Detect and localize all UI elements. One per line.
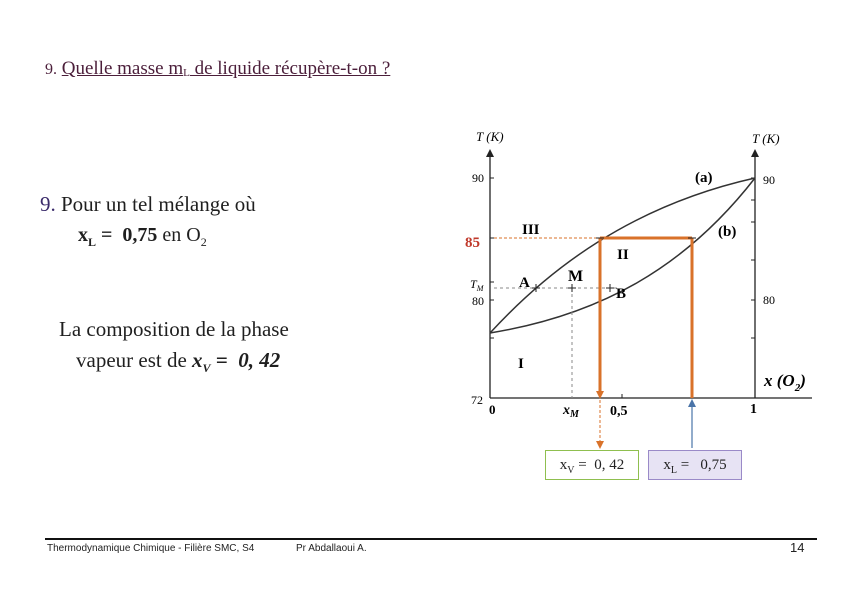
tick-tm <box>470 277 485 293</box>
curve-a-label: (a) <box>695 170 713 186</box>
tick-72: 72 <box>471 393 483 407</box>
x-tick-0: 0 <box>489 402 496 417</box>
question-two-number: 9. <box>40 192 56 216</box>
point-M-label: M <box>568 268 584 285</box>
xl-sub: L <box>88 235 97 249</box>
xl-value: 0,75 <box>122 224 158 246</box>
box-xl-symbol: x <box>663 457 671 473</box>
question-text-before: Quelle masse m <box>61 58 184 79</box>
tick-90-left: 90 <box>472 171 484 185</box>
xv-symbol: x <box>192 348 203 372</box>
region-I-label: I <box>518 356 524 372</box>
x-tick-xm <box>562 403 580 420</box>
xl-symbol: x <box>78 224 88 246</box>
xl-en: en O <box>157 224 201 246</box>
page-number: 14 <box>790 540 805 555</box>
footer-author: Pr Abdallaoui A. <box>296 543 367 554</box>
box-xv-symbol: x <box>559 457 568 473</box>
x-tick-xm-sub: M <box>570 409 579 420</box>
xl-o2-sub: 2 <box>200 235 207 249</box>
tick-tm-main: T <box>470 277 477 291</box>
points <box>532 238 696 292</box>
tick-90-right: 90 <box>763 173 775 187</box>
composition-line1: La composition de la phase <box>59 317 289 341</box>
question-text-after: de liquide récupère-t-on ? <box>189 58 391 79</box>
x-axis-title-close: ) <box>800 371 806 390</box>
tick-tm-sub: M <box>476 284 484 293</box>
tick-80-left: 80 <box>472 294 484 308</box>
x-tick-05: 0,5 <box>610 404 628 419</box>
region-II-label: II <box>617 247 629 263</box>
question-two-text: Pour un tel mélange où <box>61 192 256 216</box>
box-xl-value: 0,75 <box>700 457 727 473</box>
box-xv-value: 0, 42 <box>594 457 625 473</box>
xv-value: 0, 42 <box>238 348 281 372</box>
question-subscript: L <box>183 67 190 79</box>
x-axis-title <box>763 371 806 394</box>
right-axis-title: T (K) <box>752 131 780 146</box>
curve-b-label: (b) <box>718 224 737 240</box>
tick-80-right: 80 <box>763 293 775 307</box>
question-number: 9. <box>45 61 57 78</box>
footer-divider <box>45 538 817 540</box>
box-xv-sub: V <box>567 465 575 476</box>
xl-eq: = <box>96 224 123 246</box>
xv-result-box <box>545 450 639 480</box>
point-B-label: B <box>616 286 627 302</box>
point-A-label: A <box>519 275 530 291</box>
left-axis-title: T (K) <box>476 129 504 144</box>
x-axis-title-main: x (O <box>764 371 795 390</box>
x-tick-1: 1 <box>750 402 757 417</box>
xv-sub: V <box>202 361 211 376</box>
region-III-label: III <box>522 222 540 238</box>
x-axis-title-sub: 2 <box>794 382 801 394</box>
xv-eq: = <box>210 348 239 372</box>
box-xv-eq: = <box>574 457 595 473</box>
box-xl-eq: = <box>676 457 701 473</box>
xl-result-box <box>648 450 742 480</box>
tick-85: 85 <box>465 235 480 251</box>
composition-text: vapeur est de <box>76 348 193 372</box>
box-xl-sub: L <box>670 465 677 476</box>
x-tick-xm-main: x <box>563 403 570 418</box>
footer-course: Thermodynamique Chimique - Filière SMC, S4 <box>47 543 255 554</box>
